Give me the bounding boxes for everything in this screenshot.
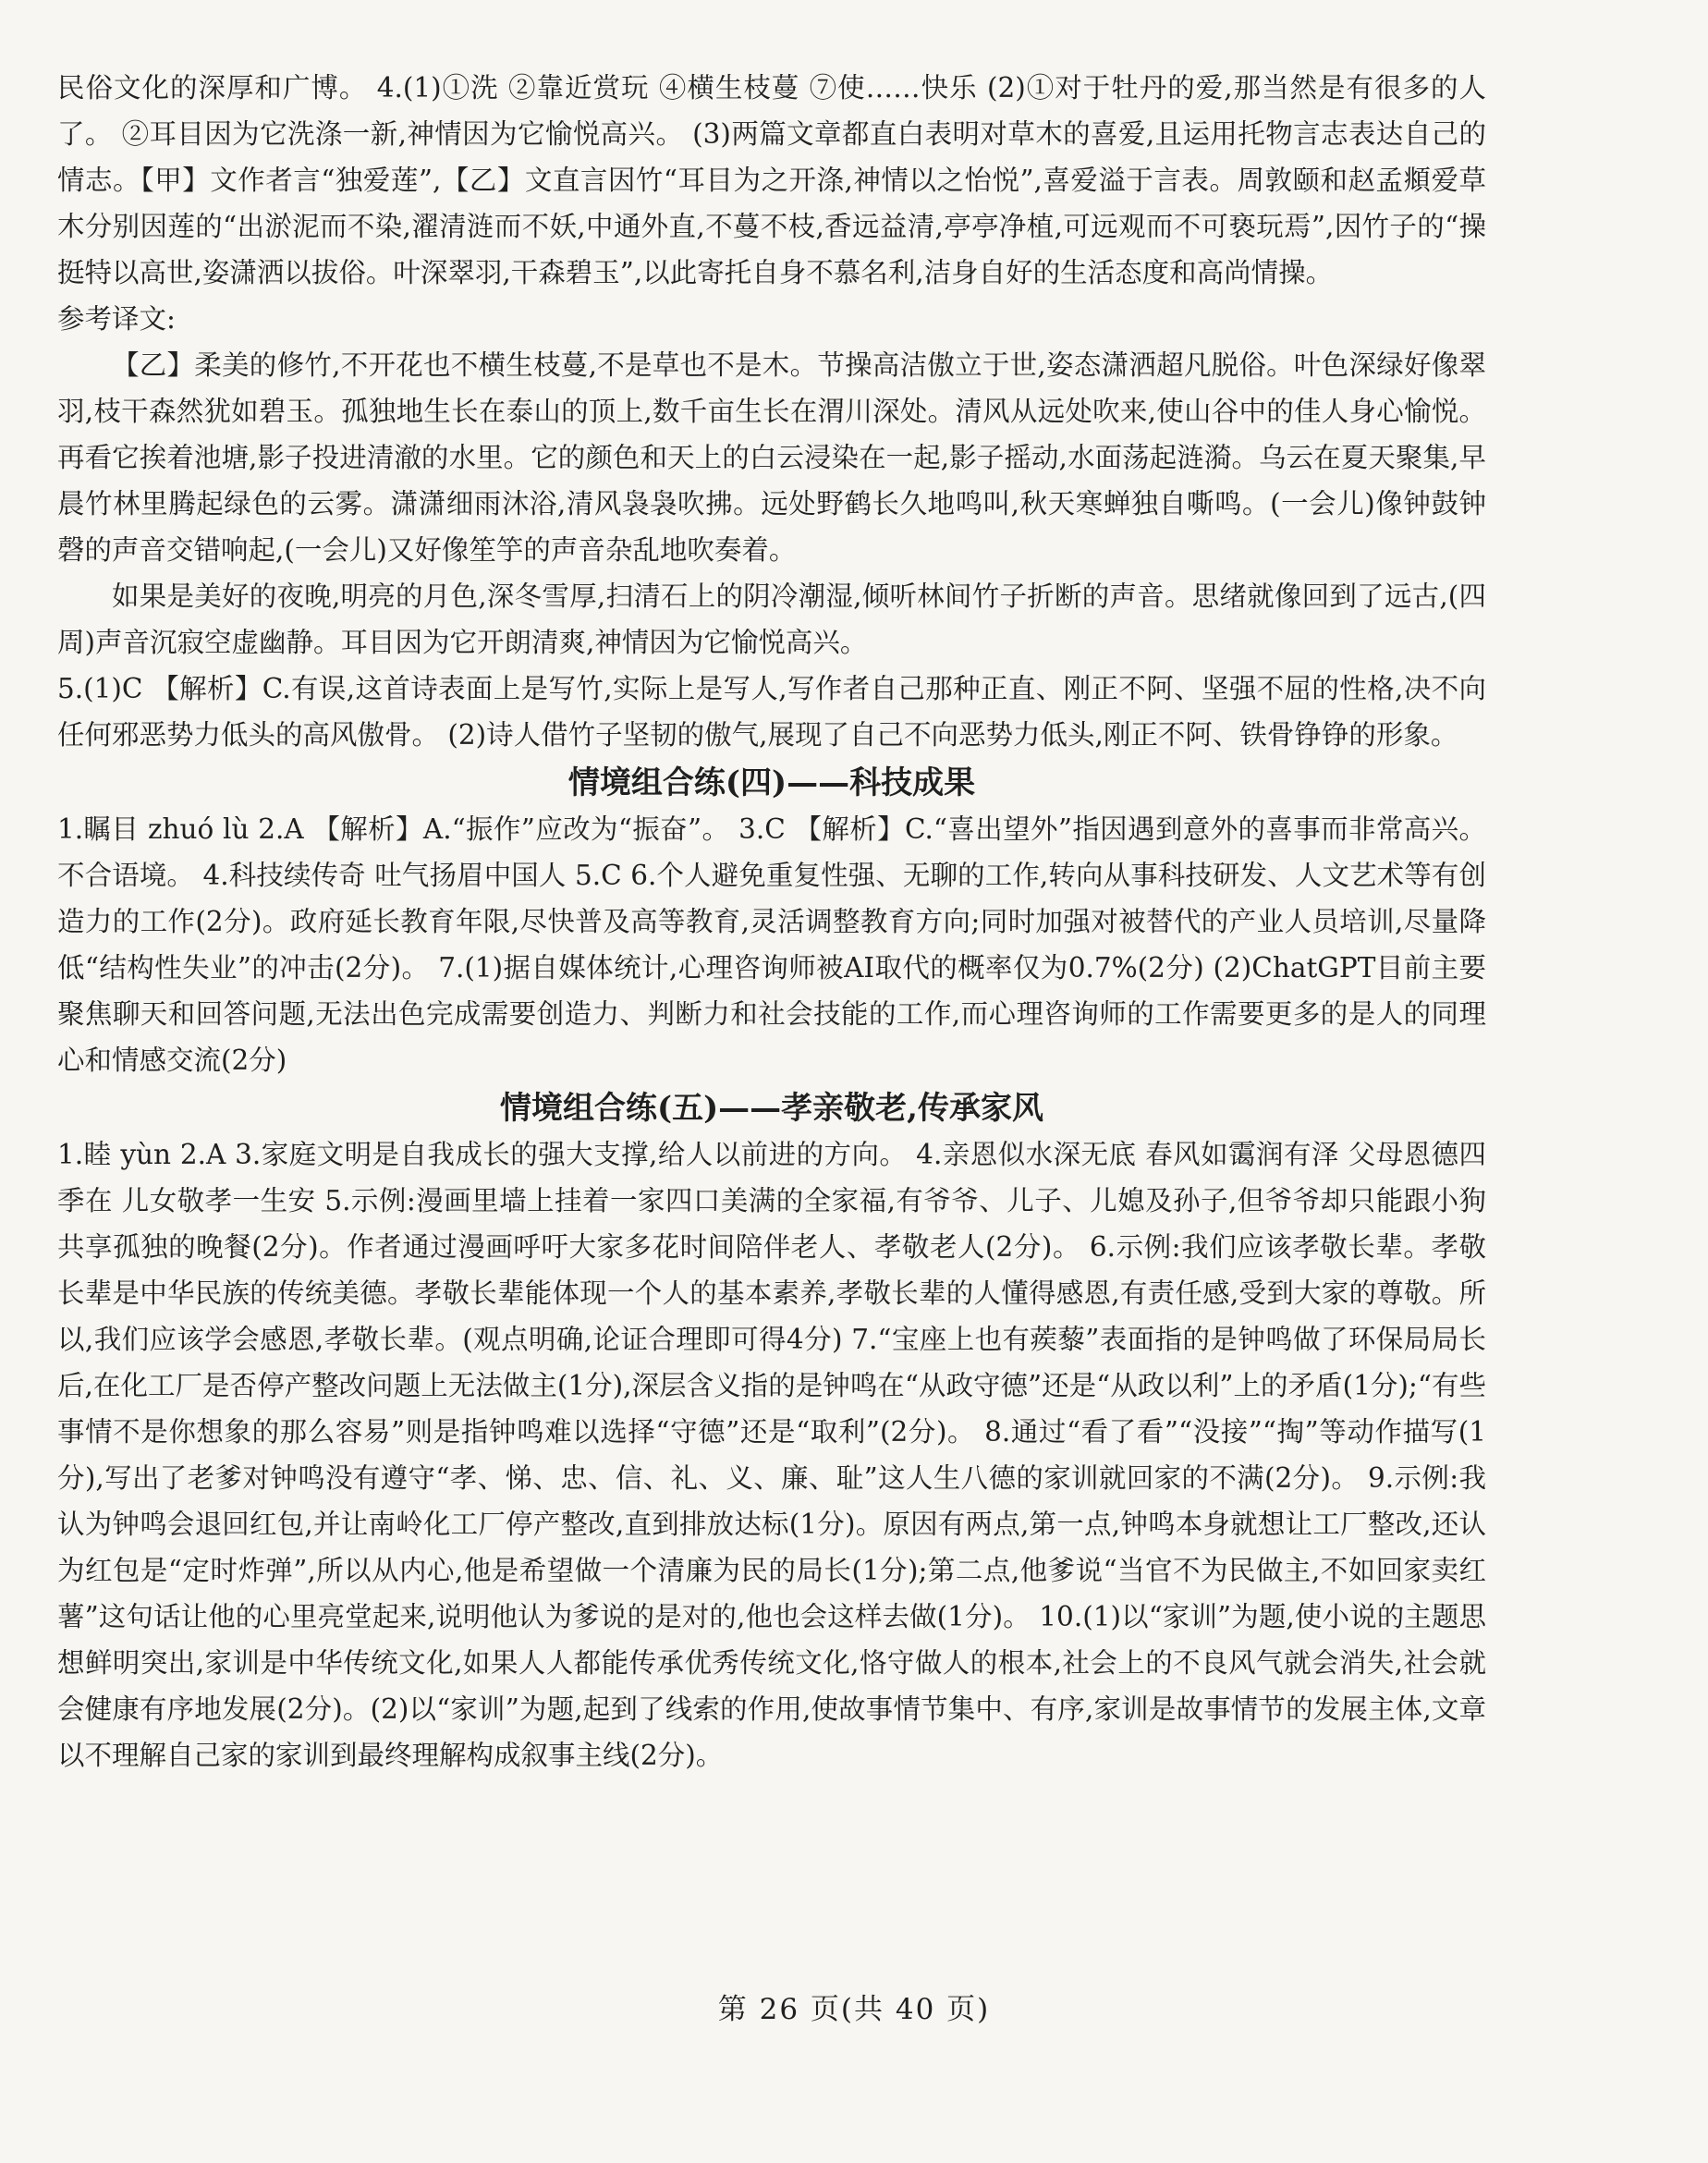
answer-q5-paragraph: 5.(1)C 【解析】C.有误,这首诗表面上是写竹,实际上是写人,写作者自己那种正直、刚正不阿、坚强不屈的性格,决不向任何邪恶势力低头的高风傲骨。 (2)诗人借竹子坚韧的傲气,展现了自己不向恶势力低头,刚正不阿、铁骨铮铮的形象。: [57, 673, 1486, 751]
answer-q4-paragraph: 民俗文化的深厚和广博。 4.(1)①洗 ②靠近赏玩 ④横生枝蔓 ⑦使……快乐 (2)①对于牡丹的爱,那当然是有很多的人了。 ②耳目因为它洗涤一新,神情因为它愉悦高兴。 (3)两篇文章都直白表明对草木的喜爱,且运用托物言志表达自己的情志。【甲】文作者言“独爱莲”,【乙】文直言因竹“耳目为之开涤,神情以之怡悦”,喜爱溢于言表。周敦颐和赵孟頫爱草木分别因莲的“出淤泥而不染,濯清涟而不妖,中通外直,不蔓不枝,香远益清,亭亭净植,可远观而不可亵玩焉”,因竹子的“操挺特以高世,姿潇洒以拔俗。叶深翠羽,干森碧玉”,以此寄托自身不慕名利,洁身自好的生活态度和高尚情操。: [57, 72, 1486, 288]
translation-paragraph-1: 【乙】柔美的修竹,不开花也不横生枝蔓,不是草也不是木。节操高洁傲立于世,姿态潇洒超凡脱俗。叶色深绿好像翠羽,枝干森然犹如碧玉。孤独地生长在泰山的顶上,数千亩生长在渭川深处。清风从远处吹来,使山谷中的佳人身心愉悦。再看它挨着池塘,影子投进清澈的水里。它的颜色和天上的白云浸染在一起,影子摇动,水面荡起涟漪。乌云在夏天聚集,早晨竹林里腾起绿色的云雾。潇潇细雨沐浴,清风袅袅吹拂。远处野鹤长久地鸣叫,秋天寒蝉独自嘶鸣。(一会儿)像钟鼓钟磬的声音交错响起,(一会儿)又好像笙竽的声音杂乱地吹奏着。: [57, 349, 1486, 566]
page-number: 第 26 页(共 40 页): [717, 1993, 991, 2026]
section-title-4: 情境组合练(四)——科技成果: [567, 764, 976, 801]
answer-body: [57, 65, 1486, 1778]
section-title-5: 情境组合练(五)——孝亲敬老,传承家风: [499, 1090, 1043, 1127]
reference-translation-label: 参考译文:: [57, 303, 176, 335]
translation-paragraph-2: 如果是美好的夜晚,明亮的月色,深冬雪厚,扫清石上的阴冷潮湿,倾听林间竹子折断的声音。思绪就像回到了远古,(四周)声音沉寂空虚幽静。耳目因为它开朗清爽,神情因为它愉悦高兴。: [57, 580, 1486, 658]
section-4-answers: 1.瞩目 zhuó lù 2.A 【解析】A.“振作”应改为“振奋”。 3.C 【解析】C.“喜出望外”指因遇到意外的喜事而非常高兴。不合语境。 4.科技续传奇 吐气扬眉中国人 5.C 6.个人避免重复性强、无聊的工作,转向从事科技研发、人文艺术等有创造力的工作(2分)。政府延长教育年限,尽快普及高等教育,灵活调整教育方向;同时加强对被替代的产业人员培训,尽量降低“结构性失业”的冲击(2分)。 7.(1)据自媒体统计,心理咨询师被AI取代的概率仅为0.7%(2分) (2)ChatGPT目前主要聚焦聊天和回答问题,无法出色完成需要创造力、判断力和社会技能的工作,而心理咨询师的工作需要更多的是人的同理心和情感交流(2分): [57, 813, 1486, 1076]
section-5-answers: 1.睦 yùn 2.A 3.家庭文明是自我成长的强大支撑,给人以前进的方向。 4.亲恩似水深无底 春风如霭润有泽 父母恩德四季在 儿女敬孝一生安 5.示例:漫画里墙上挂着一家四口美满的全家福,有爷爷、儿子、儿媳及孙子,但爷爷却只能跟小狗共享孤独的晚餐(2分)。作者通过漫画呼吁大家多花时间陪伴老人、孝敬老人(2分)。 6.示例:我们应该孝敬长辈。孝敬长辈是中华民族的传统美德。孝敬长辈能体现一个人的基本素养,孝敬长辈的人懂得感恩,有责任感,受到大家的尊敬。所以,我们应该学会感恩,孝敬长辈。(观点明确,论证合理即可得4分) 7.“宝座上也有蒺藜”表面指的是钟鸣做了环保局局长后,在化工厂是否停产整改问题上无法做主(1分),深层含义指的是钟鸣在“从政守德”还是“从政以利”上的矛盾(1分);“有些事情不是你想象的那么容易”则是指钟鸣难以选择“守德”还是“取利”(2分)。 8.通过“看了看”“没接”“掏”等动作描写(1分),写出了老爹对钟鸣没有遵守“孝、悌、忠、信、礼、义、廉、耻”这人生八德的家训就回家的不满(2分)。 9.示例:我认为钟鸣会退回红包,并让南岭化工厂停产整改,直到排放达标(1分)。原因有两点,第一点,钟鸣本身就想让工厂整改,还认为红包是“定时炸弹”,所以从内心,他是希望做一个清廉为民的局长(1分);第二点,他爹说“当官不为民做主,不如回家卖红薯”这句话让他的心里亮堂起来,说明他认为爹说的是对的,他也会这样去做(1分)。 10.(1)以“家训”为题,使小说的主题思想鲜明突出,家训是中华传统文化,如果人人都能传承优秀传统文化,恪守做人的根本,社会上的不良风气就会消失,社会就会健康有序地发展(2分)。(2)以“家训”为题,起到了线索的作用,使故事情节集中、有序,家训是故事情节的发展主体,文章以不理解自己家的家训到最终理解构成叙事主线(2分)。: [57, 1139, 1486, 1771]
